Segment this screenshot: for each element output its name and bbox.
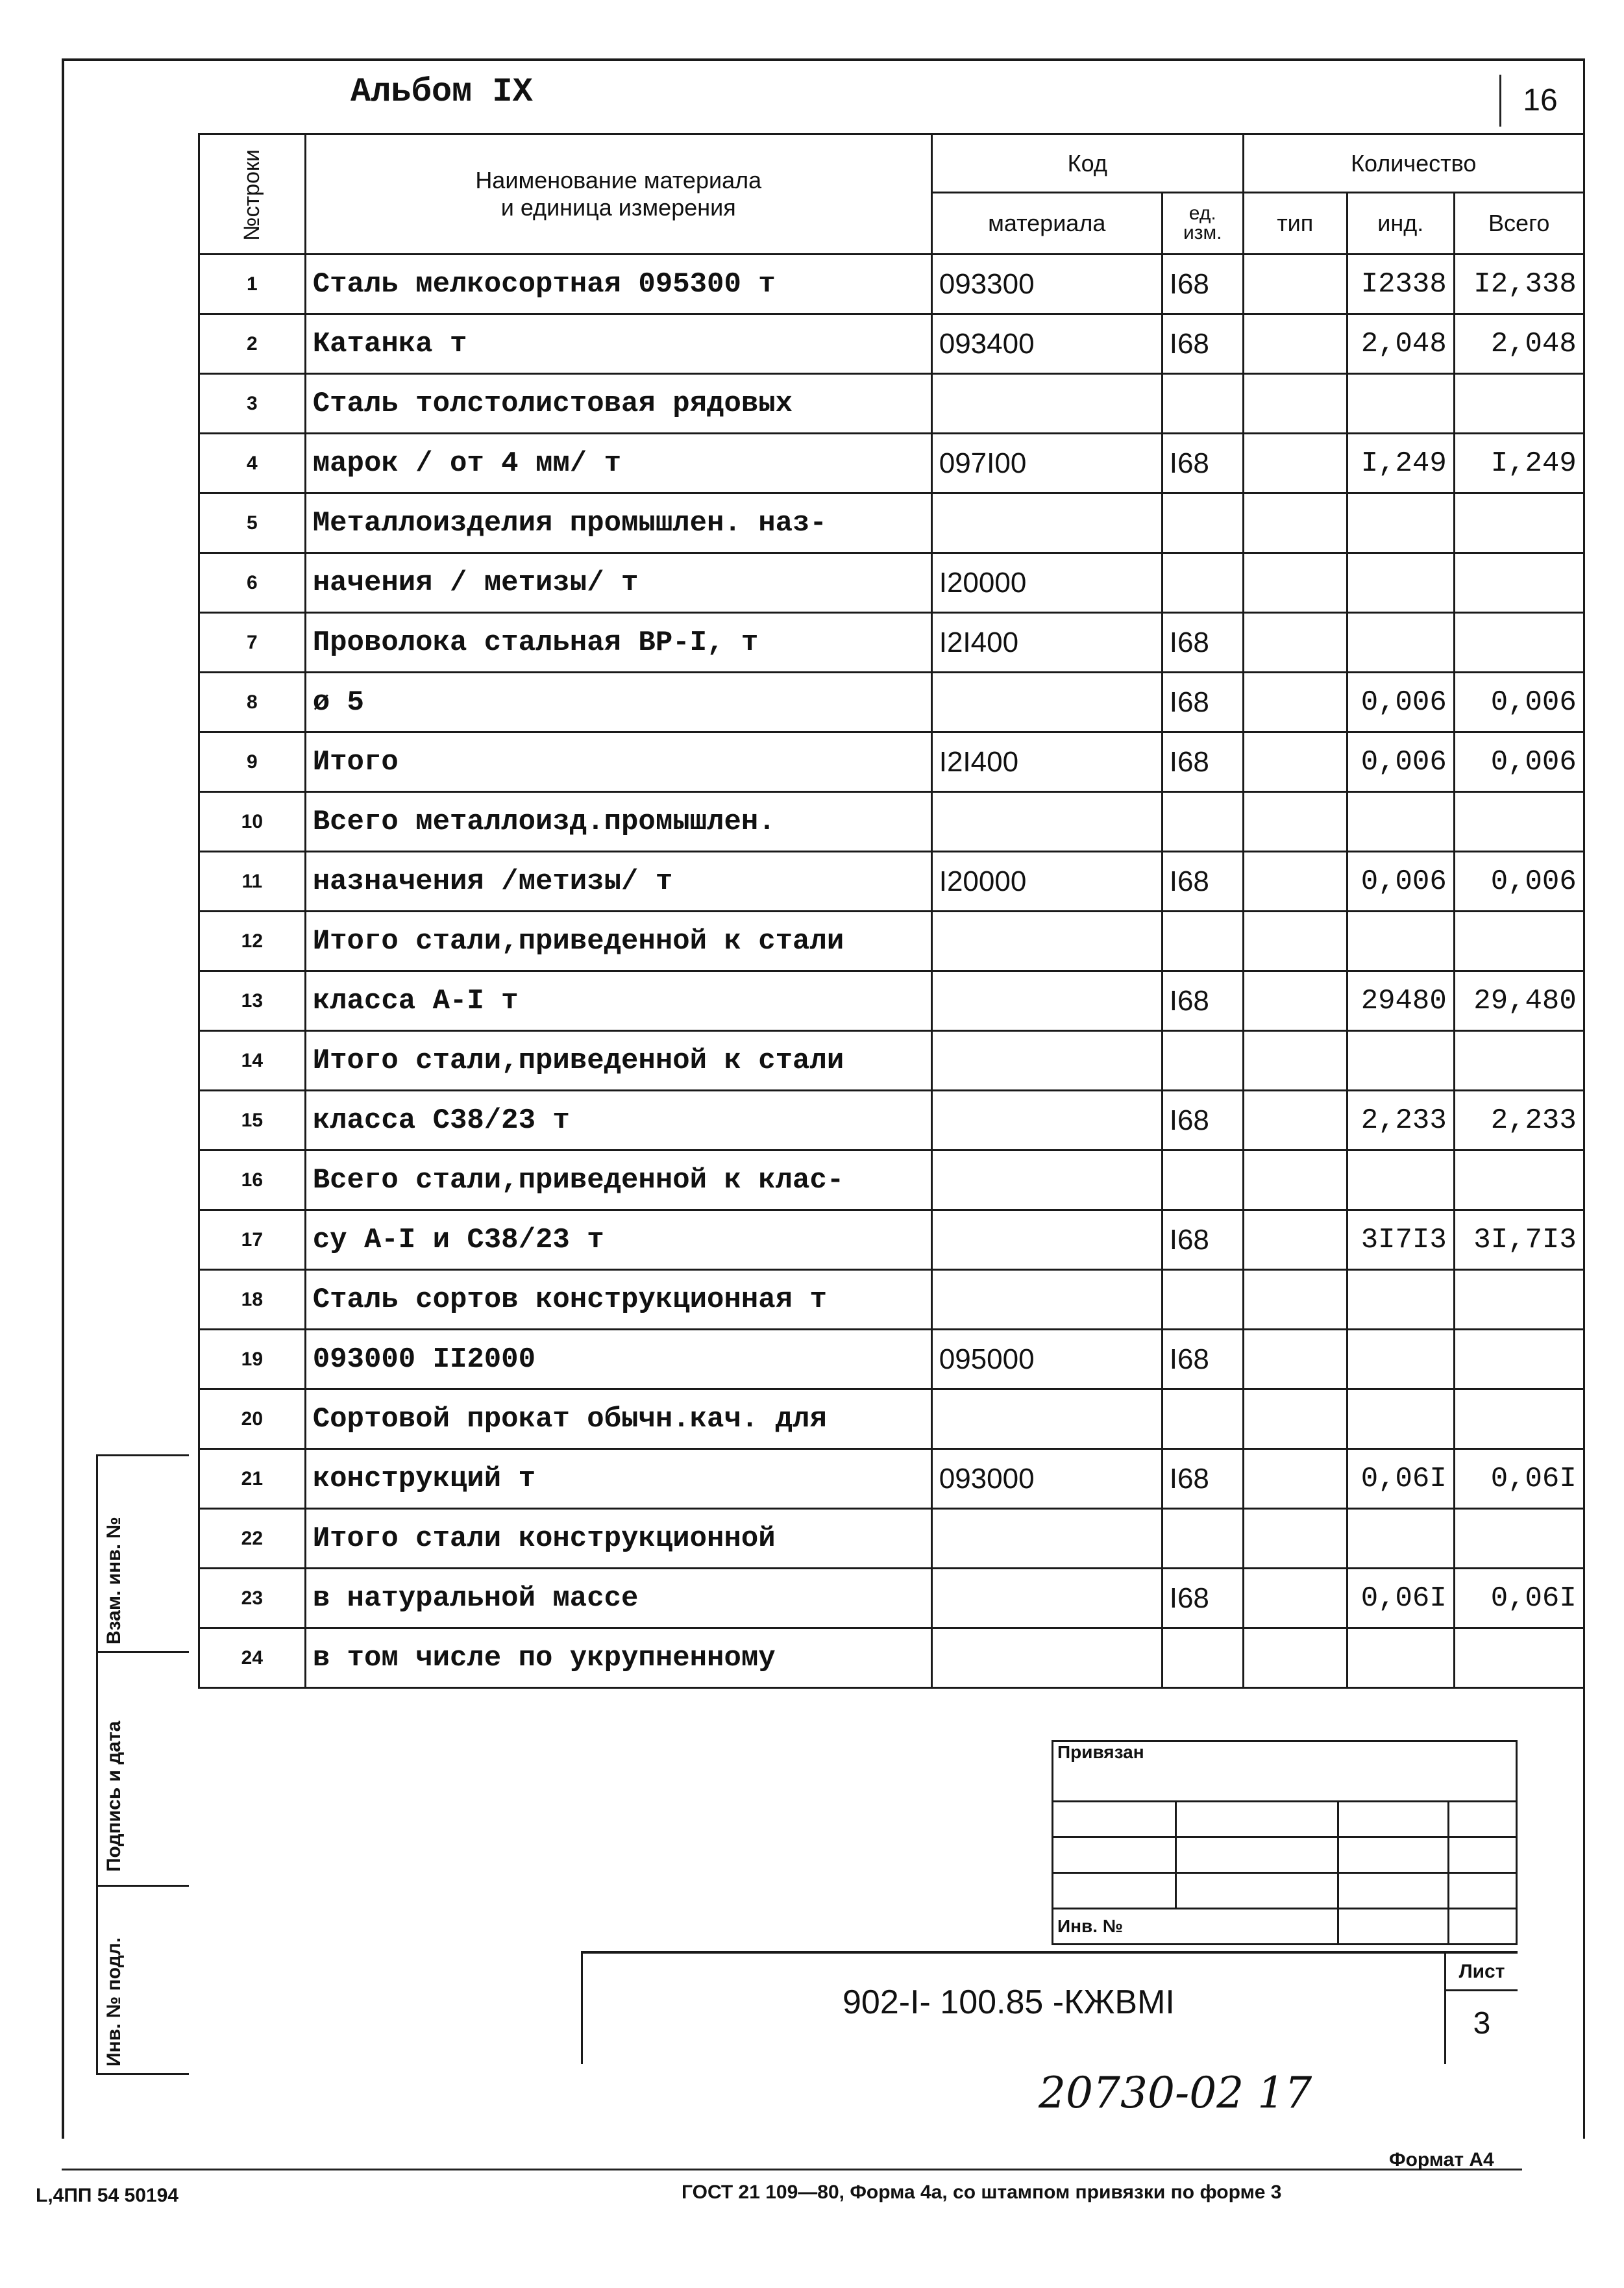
header-material-name: Наименование материала и единица измерения [305, 134, 931, 255]
header-ind: инд. [1347, 193, 1454, 255]
header-row-number: №строки [199, 134, 306, 255]
qty-type [1243, 493, 1347, 553]
material-name: в том числе по укрупненному [305, 1628, 931, 1688]
material-code [931, 1031, 1162, 1091]
qty-type [1243, 1569, 1347, 1628]
qty-type [1243, 434, 1347, 493]
qty-type [1243, 1150, 1347, 1210]
qty-total [1454, 613, 1584, 673]
qty-total [1454, 1270, 1584, 1330]
material-name: су А-I и С38/23 т [305, 1210, 931, 1270]
qty-type [1243, 1389, 1347, 1449]
unit-code: I68 [1162, 852, 1243, 912]
row-number: 21 [199, 1449, 306, 1509]
qty-ind [1347, 1509, 1454, 1569]
material-name: Сортовой прокат обычн.кач. для [305, 1389, 931, 1449]
unit-code [1162, 1389, 1243, 1449]
material-name: конструкций т [305, 1449, 931, 1509]
qty-total: 0,006 [1454, 732, 1584, 792]
unit-code [1162, 493, 1243, 553]
material-code: 093400 [931, 314, 1162, 374]
table-row [199, 1449, 1584, 1509]
header-material-code: материала [931, 193, 1162, 255]
material-code [931, 792, 1162, 852]
table-row [199, 1150, 1584, 1210]
qty-total [1454, 1389, 1584, 1449]
row-number: 17 [199, 1210, 306, 1270]
qty-type [1243, 1330, 1347, 1389]
qty-type [1243, 1509, 1347, 1569]
material-name: Проволока стальная ВР-I, т [305, 613, 931, 673]
row-number: 3 [199, 374, 306, 434]
unit-code [1162, 912, 1243, 971]
title-block [581, 1951, 1518, 2064]
unit-code: I68 [1162, 1569, 1243, 1628]
qty-ind [1347, 613, 1454, 673]
material-name: класса С38/23 т [305, 1091, 931, 1150]
row-number: 12 [199, 912, 306, 971]
qty-ind [1347, 792, 1454, 852]
table-row [199, 971, 1584, 1031]
qty-ind [1347, 493, 1454, 553]
unit-code: I68 [1162, 613, 1243, 673]
qty-type [1243, 912, 1347, 971]
row-number: 1 [199, 255, 306, 314]
qty-ind [1347, 553, 1454, 613]
binding-stamp [1052, 1740, 1518, 1945]
qty-total [1454, 1628, 1584, 1688]
material-code: 093000 [931, 1449, 1162, 1509]
unit-code: I68 [1162, 732, 1243, 792]
row-number: 18 [199, 1270, 306, 1330]
material-name: назначения /метизы/ т [305, 852, 931, 912]
row-number: 16 [199, 1150, 306, 1210]
sheet-corner-number: 16 [1499, 75, 1579, 127]
unit-code [1162, 374, 1243, 434]
qty-total: 0,06I [1454, 1569, 1584, 1628]
material-code: I20000 [931, 852, 1162, 912]
qty-ind [1347, 1389, 1454, 1449]
header-code-group: Код [931, 134, 1243, 193]
material-code [931, 1509, 1162, 1569]
qty-type [1243, 1031, 1347, 1091]
material-name: ø 5 [305, 673, 931, 732]
table-row [199, 673, 1584, 732]
qty-ind: I,249 [1347, 434, 1454, 493]
qty-total [1454, 493, 1584, 553]
qty-total [1454, 792, 1584, 852]
table-row [199, 1628, 1584, 1688]
material-code: 095000 [931, 1330, 1162, 1389]
qty-total: 2,048 [1454, 314, 1584, 374]
material-name: Итого стали,приведенной к стали [305, 1031, 931, 1091]
row-number: 10 [199, 792, 306, 852]
unit-code [1162, 553, 1243, 613]
material-name: Металлоизделия промышлен. наз- [305, 493, 931, 553]
material-code [931, 1150, 1162, 1210]
qty-total: 3I,7I3 [1454, 1210, 1584, 1270]
unit-code [1162, 1509, 1243, 1569]
unit-code [1162, 1031, 1243, 1091]
material-name: Всего стали,приведенной к клас- [305, 1150, 931, 1210]
qty-total [1454, 912, 1584, 971]
unit-code [1162, 1270, 1243, 1330]
unit-code: I68 [1162, 434, 1243, 493]
row-number: 11 [199, 852, 306, 912]
qty-type [1243, 732, 1347, 792]
table-row [199, 1091, 1584, 1150]
table-row [199, 1509, 1584, 1569]
qty-ind: 0,006 [1347, 732, 1454, 792]
qty-ind: 0,006 [1347, 673, 1454, 732]
material-name: 093000 II2000 [305, 1330, 931, 1389]
header-unit: ед. изм. [1162, 193, 1243, 255]
qty-ind: 0,06I [1347, 1569, 1454, 1628]
row-number: 2 [199, 314, 306, 374]
qty-total [1454, 1330, 1584, 1389]
row-number: 14 [199, 1031, 306, 1091]
table-row [199, 255, 1584, 314]
qty-type [1243, 971, 1347, 1031]
table-row [199, 613, 1584, 673]
table-row [199, 434, 1584, 493]
row-number: 7 [199, 613, 306, 673]
unit-code: I68 [1162, 314, 1243, 374]
material-name: Итого стали,приведенной к стали [305, 912, 931, 971]
row-number: 20 [199, 1389, 306, 1449]
qty-total [1454, 553, 1584, 613]
qty-type [1243, 852, 1347, 912]
unit-code: I68 [1162, 673, 1243, 732]
unit-code: I68 [1162, 1330, 1243, 1389]
table-row [199, 792, 1584, 852]
qty-ind [1347, 1330, 1454, 1389]
material-name: класса А-I т [305, 971, 931, 1031]
material-code: I2I400 [931, 732, 1162, 792]
qty-type [1243, 1628, 1347, 1688]
material-name: Сталь сортов конструкционная т [305, 1270, 931, 1330]
qty-total: 29,480 [1454, 971, 1584, 1031]
unit-code: I68 [1162, 971, 1243, 1031]
material-code: 093300 [931, 255, 1162, 314]
sheet-value: 3 [1473, 2006, 1491, 2041]
document-number: 902-I- 100.85 -КЖВМI [843, 1983, 1175, 2021]
qty-total: 0,06I [1454, 1449, 1584, 1509]
sheet-box [1444, 1954, 1518, 2064]
qty-ind: 0,006 [1347, 852, 1454, 912]
material-code [931, 1091, 1162, 1150]
qty-total: 2,233 [1454, 1091, 1584, 1150]
unit-code [1162, 1628, 1243, 1688]
row-number: 22 [199, 1509, 306, 1569]
material-name: начения / метизы/ т [305, 553, 931, 613]
table-row [199, 374, 1584, 434]
row-number: 5 [199, 493, 306, 553]
qty-ind: 0,06I [1347, 1449, 1454, 1509]
header-quantity-group: Количество [1243, 134, 1584, 193]
unit-code: I68 [1162, 1091, 1243, 1150]
header-total: Всего [1454, 193, 1584, 255]
material-code [931, 1270, 1162, 1330]
qty-total: I2,338 [1454, 255, 1584, 314]
material-code [931, 971, 1162, 1031]
material-code: 097I00 [931, 434, 1162, 493]
material-code [931, 1628, 1162, 1688]
qty-type [1243, 1449, 1347, 1509]
side-stamp: Взам. инв. № Подпись и дата Инв. № подл. [96, 1454, 189, 2075]
handwritten-number: 20730-02 17 [1039, 2068, 1312, 2118]
sheet-label: Лист [1446, 1954, 1518, 1991]
table-row [199, 852, 1584, 912]
unit-code: I68 [1162, 1449, 1243, 1509]
qty-type [1243, 613, 1347, 673]
qty-type [1243, 314, 1347, 374]
material-code: I2I400 [931, 613, 1162, 673]
header-type: тип [1243, 193, 1347, 255]
qty-ind [1347, 912, 1454, 971]
row-number: 15 [199, 1091, 306, 1150]
qty-total [1454, 1031, 1584, 1091]
table-row [199, 553, 1584, 613]
material-code [931, 1569, 1162, 1628]
stamp-inv-label: Инв. № [1053, 1909, 1338, 1945]
qty-ind [1347, 1150, 1454, 1210]
material-name: Сталь мелкосортная 095300 т [305, 255, 931, 314]
unit-code: I68 [1162, 1210, 1243, 1270]
table-row [199, 1210, 1584, 1270]
footer-left-code: L,4ПП 54 50194 [36, 2185, 178, 2206]
unit-code [1162, 1150, 1243, 1210]
material-name: марок / от 4 мм/ т [305, 434, 931, 493]
qty-ind [1347, 1270, 1454, 1330]
format-label: Формат А4 [1389, 2149, 1494, 2170]
qty-ind: 29480 [1347, 971, 1454, 1031]
row-number: 13 [199, 971, 306, 1031]
qty-ind: 3I7I3 [1347, 1210, 1454, 1270]
material-name: в натуральной массе [305, 1569, 931, 1628]
material-name: Итого [305, 732, 931, 792]
material-name: Катанка т [305, 314, 931, 374]
qty-total [1454, 1150, 1584, 1210]
table-row [199, 314, 1584, 374]
table-row [199, 732, 1584, 792]
material-code [931, 1389, 1162, 1449]
material-code [931, 912, 1162, 971]
table-row [199, 1270, 1584, 1330]
qty-type [1243, 255, 1347, 314]
material-code [931, 374, 1162, 434]
material-code: I20000 [931, 553, 1162, 613]
qty-ind [1347, 1628, 1454, 1688]
table-row [199, 1569, 1584, 1628]
qty-type [1243, 1210, 1347, 1270]
qty-total: 0,006 [1454, 852, 1584, 912]
qty-type [1243, 1091, 1347, 1150]
unit-code [1162, 792, 1243, 852]
material-name: Всего металлоизд.промышлен. [305, 792, 931, 852]
row-number: 19 [199, 1330, 306, 1389]
row-number: 24 [199, 1628, 306, 1688]
materials-table [198, 133, 1585, 1689]
qty-type [1243, 374, 1347, 434]
table-row [199, 1389, 1584, 1449]
row-number: 4 [199, 434, 306, 493]
row-number: 23 [199, 1569, 306, 1628]
qty-total [1454, 1509, 1584, 1569]
table-row [199, 912, 1584, 971]
qty-type [1243, 673, 1347, 732]
qty-total: I,249 [1454, 434, 1584, 493]
qty-type [1243, 792, 1347, 852]
material-name: Сталь толстолистовая рядовых [305, 374, 931, 434]
qty-ind: 2,233 [1347, 1091, 1454, 1150]
row-number: 6 [199, 553, 306, 613]
qty-type [1243, 553, 1347, 613]
table-row [199, 1031, 1584, 1091]
bound-label: Привязан [1053, 1741, 1517, 1802]
row-number: 8 [199, 673, 306, 732]
material-name: Итого стали конструкционной [305, 1509, 931, 1569]
material-code [931, 1210, 1162, 1270]
qty-ind [1347, 1031, 1454, 1091]
unit-code: I68 [1162, 255, 1243, 314]
table-row [199, 493, 1584, 553]
qty-ind: I2338 [1347, 255, 1454, 314]
material-code [931, 673, 1162, 732]
album-title: Альбом IX [351, 73, 533, 111]
row-number: 9 [199, 732, 306, 792]
qty-total: 0,006 [1454, 673, 1584, 732]
material-code [931, 493, 1162, 553]
footer-gost: ГОСТ 21 109—80, Форма 4а, со штампом привязки по форме 3 [682, 2182, 1282, 2203]
qty-type [1243, 1270, 1347, 1330]
qty-ind: 2,048 [1347, 314, 1454, 374]
qty-total [1454, 374, 1584, 434]
qty-ind [1347, 374, 1454, 434]
table-row [199, 1330, 1584, 1389]
